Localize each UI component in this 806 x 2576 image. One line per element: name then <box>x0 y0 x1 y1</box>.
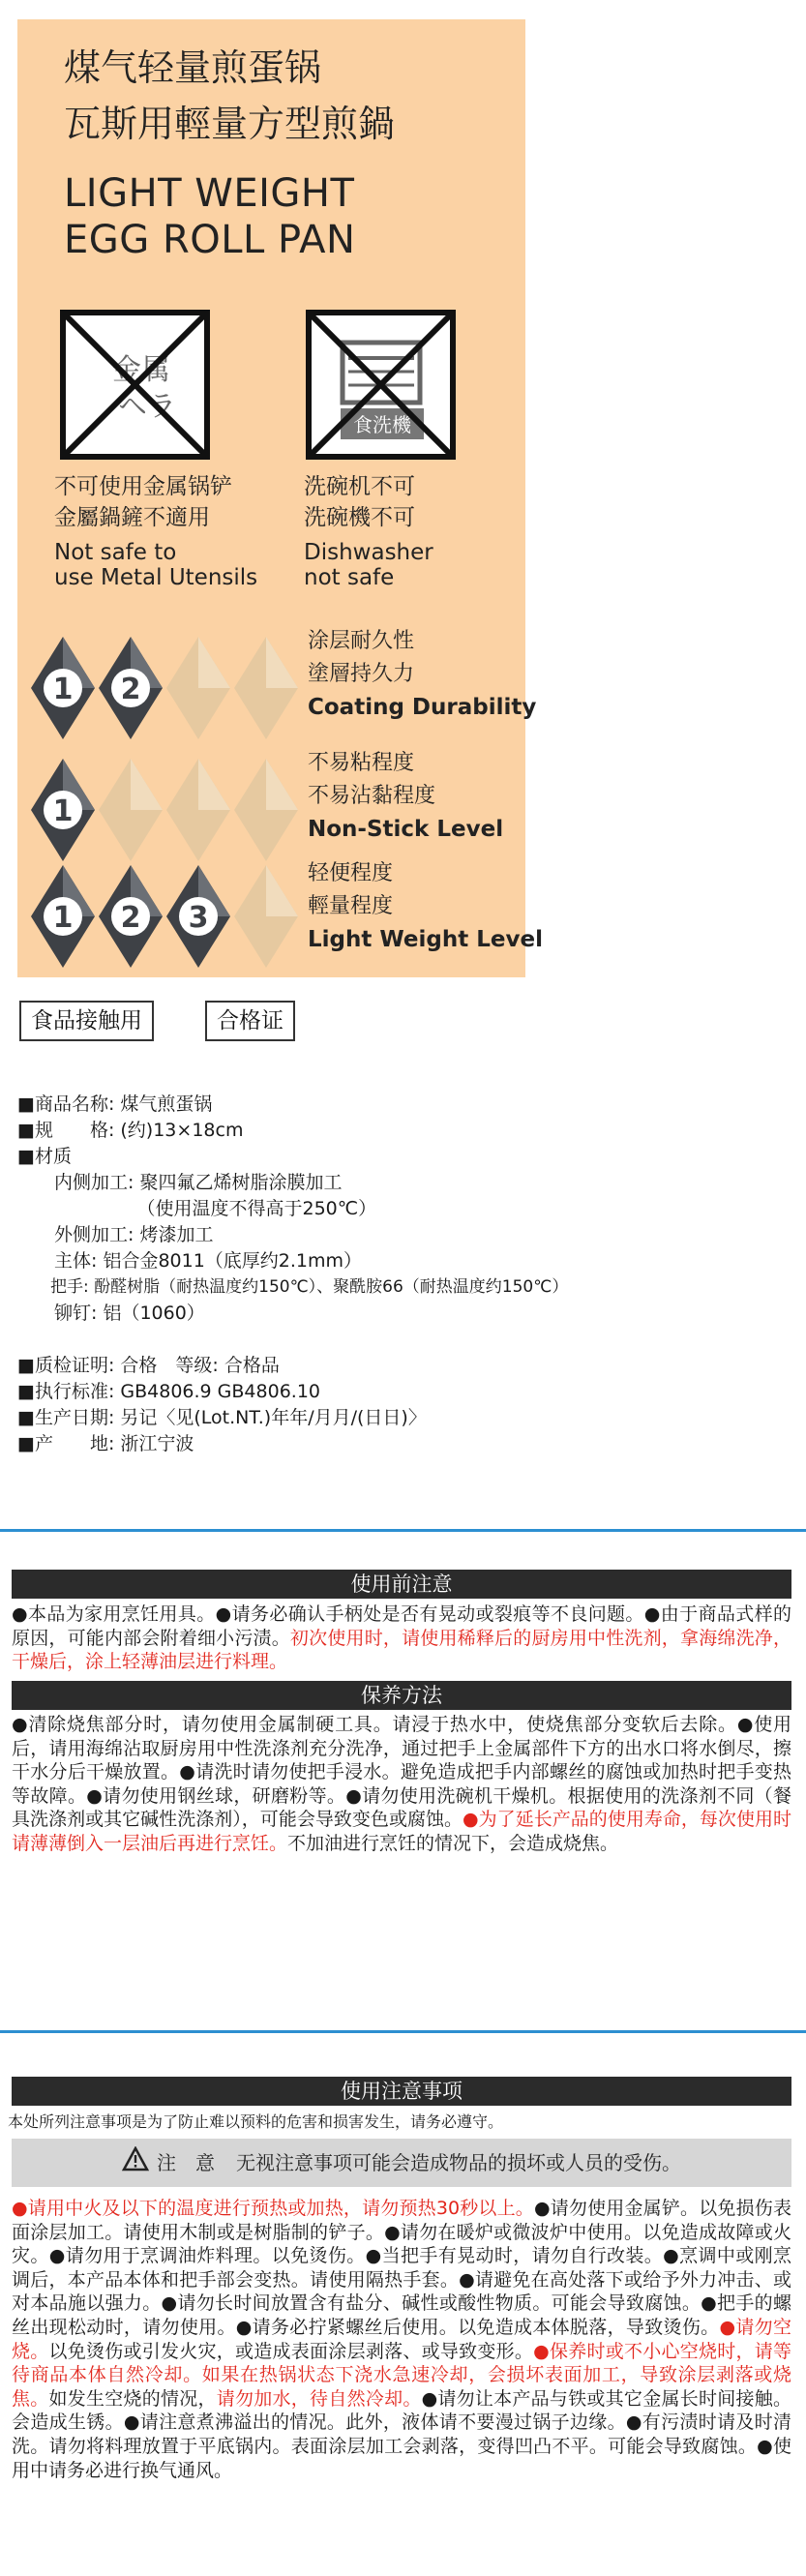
title-english-line2: EGG ROLL PAN <box>64 218 356 262</box>
care-text-red: ●为了延长产品的使用寿命，每次使用时请薄薄倒入一层油后再进行烹饪。 <box>12 1809 791 1854</box>
warning-dishwasher-en1: Dishwasher <box>304 540 433 565</box>
rating-light-weight-tw: 輕量程度 <box>308 894 394 918</box>
rating-digit: 3 <box>188 901 209 935</box>
spec-line: 外侧加工: 烤漆加工 <box>17 1224 214 1245</box>
usage-red-4: 请勿加水，待自然冷却。 <box>216 2387 422 2410</box>
care-title: 保养方法 <box>12 1681 791 1710</box>
usage-red-1: ●请用中火及以下的温度进行预热或加热，请勿预热30秒以上。 <box>12 2198 534 2219</box>
warning-metal-cn: 不可使用金属锅铲 <box>54 474 232 499</box>
usage-notice: 本处所列注意事项是为了防止难以预料的危害和损害发生，请务必遵守。 <box>8 2112 504 2131</box>
spec-line: ■规 格: (约)13×18cm <box>17 1120 244 1141</box>
rating-diamond-filled <box>97 863 164 970</box>
feature-panel <box>17 19 543 977</box>
usage-red-3: ●保养时或不小心空烧时，请等待商品本体自然冷却。如果在热锅状态下浇水急速冷却，会损坏表面加工，导致涂层剥落或烧焦。 <box>12 2340 791 2410</box>
warning-dishwasher-en2: not safe <box>304 565 395 590</box>
spec-line: ■材质 <box>17 1146 72 1167</box>
no-dishwasher-graphic <box>312 315 450 454</box>
before-use-text <box>12 1603 791 1674</box>
usage-text <box>12 2197 791 2482</box>
title-traditional: 瓦斯用輕量方型煎鍋 <box>64 103 396 145</box>
warning-metal-en1: Not safe to <box>54 540 177 565</box>
rating-digit: 2 <box>120 673 141 706</box>
rating-diamond-empty <box>164 635 232 741</box>
care-text-b: 不加油进行烹饪的情况下，会造成烧焦。 <box>287 1832 619 1854</box>
spec-list <box>17 1092 568 1457</box>
usage-text-1: ●请勿使用金属铲。以免损伤表面涂层加工。请使用木制或是树脂制的铲子。●请勿在暖炉或微波炉中使用。以免造成故障或火灾。●请勿用于烹调油炸料理。以免烫伤。●当把手有晃动时，请勿自行改装。●烹调中或刚烹调后，本产品本体和把手部会变热。请使用隔热手套。●请避免在高处落下或给予外力冲击、或对本品施以强力。●请勿长时间放置含有盐分、碱性或酸性物质。可能会导致腐蚀。●把手的螺丝出现松动时，请勿使用。●请务必拧紧螺丝后使用。以免造成本体脱落，导致烫伤。 <box>12 2198 791 2338</box>
rating-coating-durability-tw: 塗層持久力 <box>308 662 415 686</box>
spec-line: ■执行标准: GB4806.9 GB4806.10 <box>17 1381 320 1402</box>
spec-line: ■商品名称: 煤气煎蛋锅 <box>17 1093 213 1115</box>
care-text <box>12 1713 791 1856</box>
certificate-tag: 合格证 <box>205 1001 295 1041</box>
before-use-text-red: 初次使用时，请使用稀释后的厨房用中性洗剂，拿海绵洗净，干燥后，涂上轻薄油层进行料理。 <box>12 1627 791 1673</box>
rating-coating-durability-cn: 涂层耐久性 <box>308 629 415 653</box>
warning-dishwasher-cn: 洗碗机不可 <box>304 474 415 499</box>
spec-line: ■产 地: 浙江宁波 <box>17 1433 194 1454</box>
icon-text-metal: 金属 <box>112 353 170 387</box>
icon-text-spatula: ヘラ <box>118 390 176 424</box>
rating-digit: 1 <box>52 794 74 828</box>
rating-diamond-filled <box>29 757 97 863</box>
warning-metal-tw: 金屬鍋鏟不適用 <box>54 505 210 530</box>
divider-line <box>0 1529 806 1532</box>
title-simplified: 煤气轻量煎蛋锅 <box>64 46 322 89</box>
before-use-title: 使用前注意 <box>12 1570 791 1599</box>
rating-diamond-empty <box>232 757 300 863</box>
rating-diamond-filled <box>29 635 97 741</box>
icon-text-dishwasher: 食洗機 <box>353 413 411 436</box>
usage-text-2: 以免烫伤或引发火灾，或造成表面涂层剥落、或导致变形。 <box>48 2340 534 2362</box>
spec-line: 把手: 酚醛树脂（耐热温度约150℃）、聚酰胺66（耐热温度约150℃） <box>17 1277 569 1297</box>
no-dishwasher-icon <box>306 310 456 460</box>
spec-line <box>17 1327 568 1353</box>
no-metal-utensil-graphic <box>66 315 204 454</box>
spec-line: 主体: 铝合金8011（底厚约2.1mm） <box>17 1250 363 1272</box>
rating-diamond-filled <box>29 863 97 970</box>
rating-diamond-empty <box>232 863 300 970</box>
rating-light-weight-en: Light Weight Level <box>308 927 543 952</box>
usage-title: 使用注意事项 <box>12 2077 791 2106</box>
warning-dishwasher-tw: 洗碗機不可 <box>304 505 415 530</box>
rating-diamond-empty <box>232 635 300 741</box>
rating-digit: 1 <box>52 901 74 935</box>
caution-text: 无视注意事项可能会造成物品的损坏或人员的受伤。 <box>236 2151 681 2174</box>
rating-light-weight-cn: 轻便程度 <box>308 861 394 885</box>
rating-diamond-empty <box>164 757 232 863</box>
usage-text-4: ●请勿让本产品与铁或其它金属长时间接触。会造成生锈。●请注意煮沸溢出的情况。此外，液体请不要漫过锅子边缘。●有污渍时请及时清洗。请勿将料理放置于平底锅内。表面涂层加工会剥落，变得凹凸不平。可能会导致腐蚀。●使用中请务必进行换气通风。 <box>12 2387 791 2481</box>
divider-line <box>0 2030 806 2033</box>
rating-coating-durability-en: Coating Durability <box>308 695 537 720</box>
warning-triangle-icon <box>122 2141 149 2189</box>
rating-non-stick-cn: 不易粘程度 <box>308 751 415 775</box>
rating-diamond-filled <box>164 863 232 970</box>
spec-line: ■质检证明: 合格 等级: 合格品 <box>17 1355 280 1376</box>
care-text-a: ●清除烧焦部分时，请勿使用金属制硬工具。请浸于热水中，使烧焦部分变软后去除。●使用后，请用海绵沾取厨房用中性洗涤剂充分洗净，通过把手上金属部件下方的出水口将水倒尽，擦干水分后干燥放置。●请洗时请勿使把手浸水。避免造成把手内部螺丝的腐蚀或加热时把手变热等故障。●请勿使用钢丝球，研磨粉等。●请勿使用洗碗机干燥机。根据使用的洗涤剂不同（餐具洗涤剂或其它碱性洗涤剂），可能会导致变色或腐蚀。 <box>12 1714 791 1831</box>
rating-digit: 1 <box>52 673 74 706</box>
rating-non-stick-tw: 不易沾黏程度 <box>308 784 436 808</box>
warning-metal-en2: use Metal Utensils <box>54 565 258 590</box>
rating-digit: 2 <box>120 901 141 935</box>
spec-line: （使用温度不得高于250℃） <box>17 1198 377 1219</box>
spec-line: 铆钉: 铝（1060） <box>17 1303 205 1324</box>
rating-diamond-empty <box>97 757 164 863</box>
rating-non-stick-en: Non-Stick Level <box>308 817 504 842</box>
rating-diamond-filled <box>97 635 164 741</box>
spec-line: ■生产日期: 另记〈见(Lot.NT.)年年/月月/(日日)〉 <box>17 1407 427 1428</box>
title-english-line1: LIGHT WEIGHT <box>64 171 355 216</box>
spec-line: 内侧加工: 聚四氟乙烯树脂涂膜加工 <box>17 1172 343 1193</box>
before-use-text-a: ●本品为家用烹饪用具。●请务必确认手柄处是否有晃动或裂痕等不良问题。●由于商品式样的原因，可能内部会附着细小污渍。 <box>12 1603 791 1649</box>
usage-text-3: 如发生空烧的情况， <box>48 2387 217 2410</box>
caution-banner <box>12 2139 791 2187</box>
no-metal-utensil-icon <box>60 310 210 460</box>
food-contact-tag: 食品接触用 <box>19 1001 154 1041</box>
caution-label: 注 意 <box>157 2151 215 2174</box>
usage-red-2: ●请勿空烧。 <box>12 2316 791 2362</box>
